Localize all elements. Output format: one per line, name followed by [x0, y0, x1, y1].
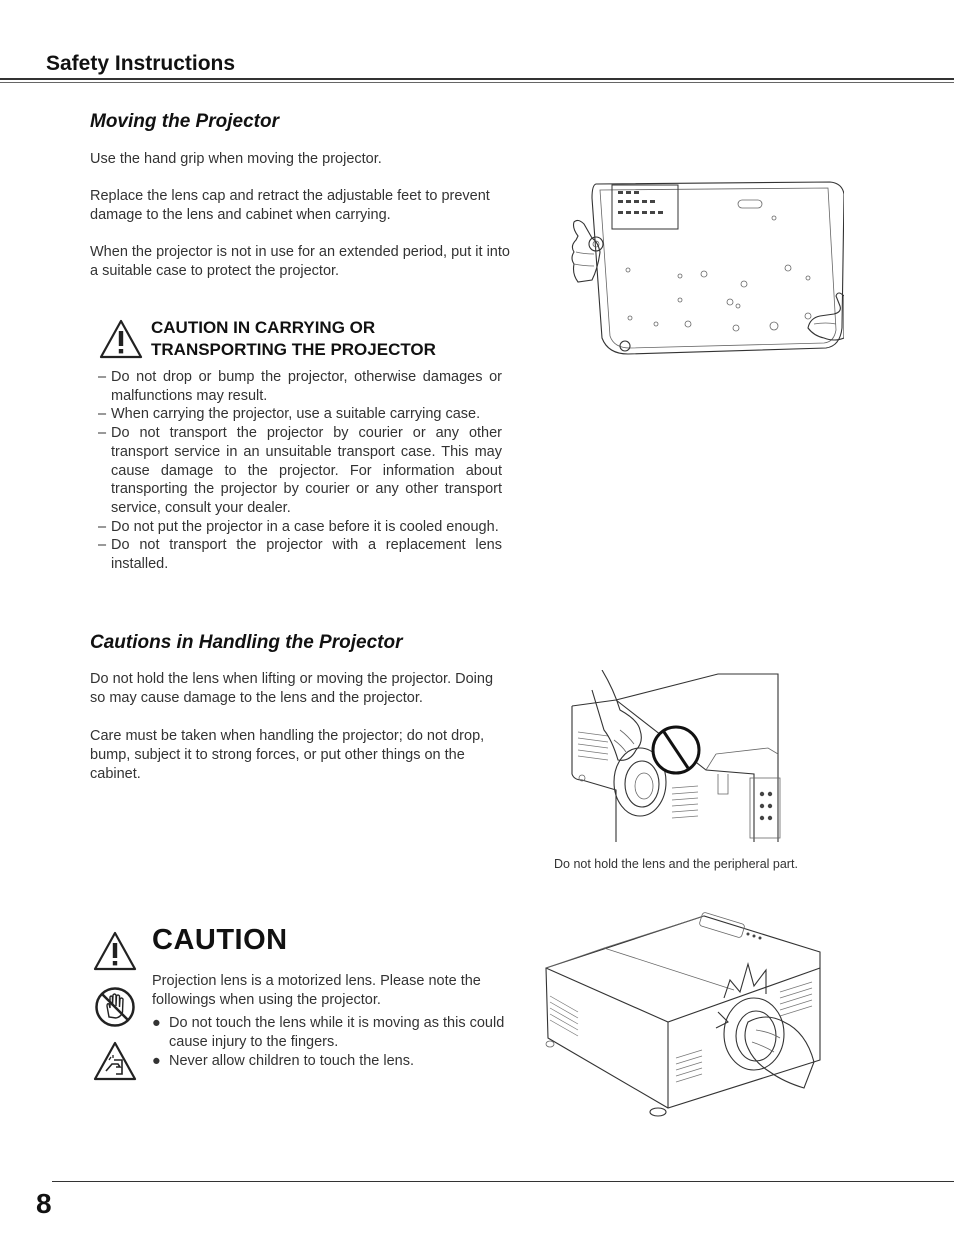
moving-section-title: Moving the Projector [90, 111, 279, 132]
moving-paragraph-2: Replace the lens cap and retract the adjustable feet to prevent damage to the lens and cabinet when carrying. [90, 188, 490, 223]
caution-title: CAUTION [152, 924, 288, 956]
finger-pinch-warning-icon [92, 1040, 138, 1082]
moving-paragraph-3: When the projector is not in use for an extended period, put it into a suitable case to protect the projector. [90, 244, 510, 279]
list-item: – Do not transport the projector with a replacement lens installed. [98, 537, 502, 573]
header-rule-thin [0, 82, 954, 83]
carry-caution-heading-line1: CAUTION IN CARRYING OR [151, 318, 376, 337]
moving-paragraph-1: Use the hand grip when moving the projector. [90, 151, 382, 167]
section-header-title: Safety Instructions [46, 52, 236, 75]
header-rule [0, 78, 954, 80]
carry-caution-heading-line2: TRANSPORTING THE PROJECTOR [151, 340, 436, 359]
caution-intro: Projection lens is a motorized lens. Please note the followings when using the projector. [152, 973, 481, 1008]
hand-on-lens-illustration [568, 670, 812, 846]
handling-paragraph-1: Do not hold the lens when lifting or moving the projector. Doing so may cause damage to the lens and the projector. [90, 671, 494, 706]
handling-section-title: Cautions in Handling the Projector [90, 632, 403, 653]
handling-paragraph-2: Care must be taken when handling the projector; do not drop, bump, subject it to strong forces, or put other things on the cabinet. [90, 728, 485, 782]
page-number: 8 [36, 1188, 52, 1219]
carry-caution-list [98, 368, 502, 574]
footer-rule [52, 1181, 954, 1182]
list-item: ● Never allow children to touch the lens. [152, 1053, 415, 1069]
handling-caption: Do not hold the lens and the peripheral part. [554, 857, 798, 871]
caution-list [152, 1014, 512, 1071]
list-item: – Do not put the projector in a case before it is cooled enough. [98, 518, 499, 535]
warning-triangle-icon [92, 930, 138, 972]
no-touch-hand-icon [94, 986, 136, 1028]
warning-triangle-icon [98, 318, 144, 360]
projector-carrying-illustration [568, 178, 844, 358]
motorized-lens-illustration [544, 912, 826, 1118]
list-item: – Do not drop or bump the projector, otherwise damages or malfunctions may result. [98, 369, 502, 404]
list-item: – When carrying the projector, use a suitable carrying case. [98, 406, 481, 423]
list-item: – Do not transport the projector by courier or any other transport service in an unsuitable transport case. This may cause damage to the projector. For information about transporting the projector by courier or any other transport service, consult your dealer. [98, 425, 502, 516]
list-item: ● Do not touch the lens while it is moving as this could cause injury to the fingers. [152, 1015, 505, 1050]
